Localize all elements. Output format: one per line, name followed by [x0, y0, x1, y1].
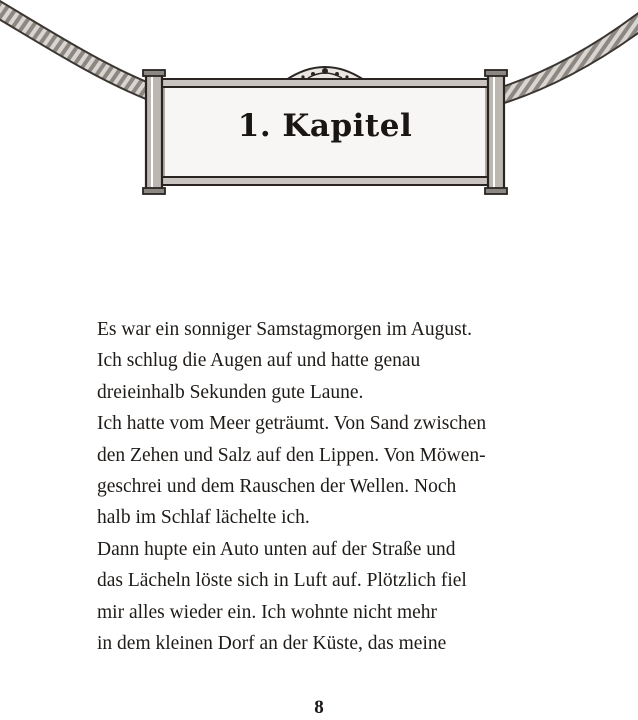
chapter-body-text	[97, 314, 577, 659]
text-line: Ich hatte vom Meer geträumt. Von Sand zwischen	[97, 413, 487, 435]
chapter-title: 1. Kapitel	[237, 108, 413, 144]
text-line: geschrei und dem Rauschen der Wellen. Noch	[97, 476, 457, 498]
text-line: den Zehen und Salz auf den Lippen. Von Möwen-	[97, 444, 486, 466]
text-line: das Lächeln löste sich in Luft auf. Plötzlich fiel	[97, 570, 467, 592]
right-rope	[500, 18, 638, 96]
text-line: in dem kleinen Dorf an der Küste, das meine	[97, 633, 447, 655]
text-line: halb im Schlaf lächelte ich.	[97, 507, 310, 529]
text-line: Es war ein sonniger Samstagmorgen im August.	[97, 319, 472, 340]
text-line: dreieinhalb Sekunden gute Laune.	[97, 381, 364, 403]
text-line: mir alles wieder ein. Ich wohnte nicht mehr	[97, 601, 438, 623]
page-number: 8	[314, 697, 324, 718]
text-line: Dann hupte ein Auto unten auf der Straße und	[97, 538, 456, 560]
left-rope	[0, 8, 150, 92]
text-line: Ich schlug die Augen auf und hatte genau	[97, 350, 421, 372]
chapter-sign	[142, 62, 508, 196]
